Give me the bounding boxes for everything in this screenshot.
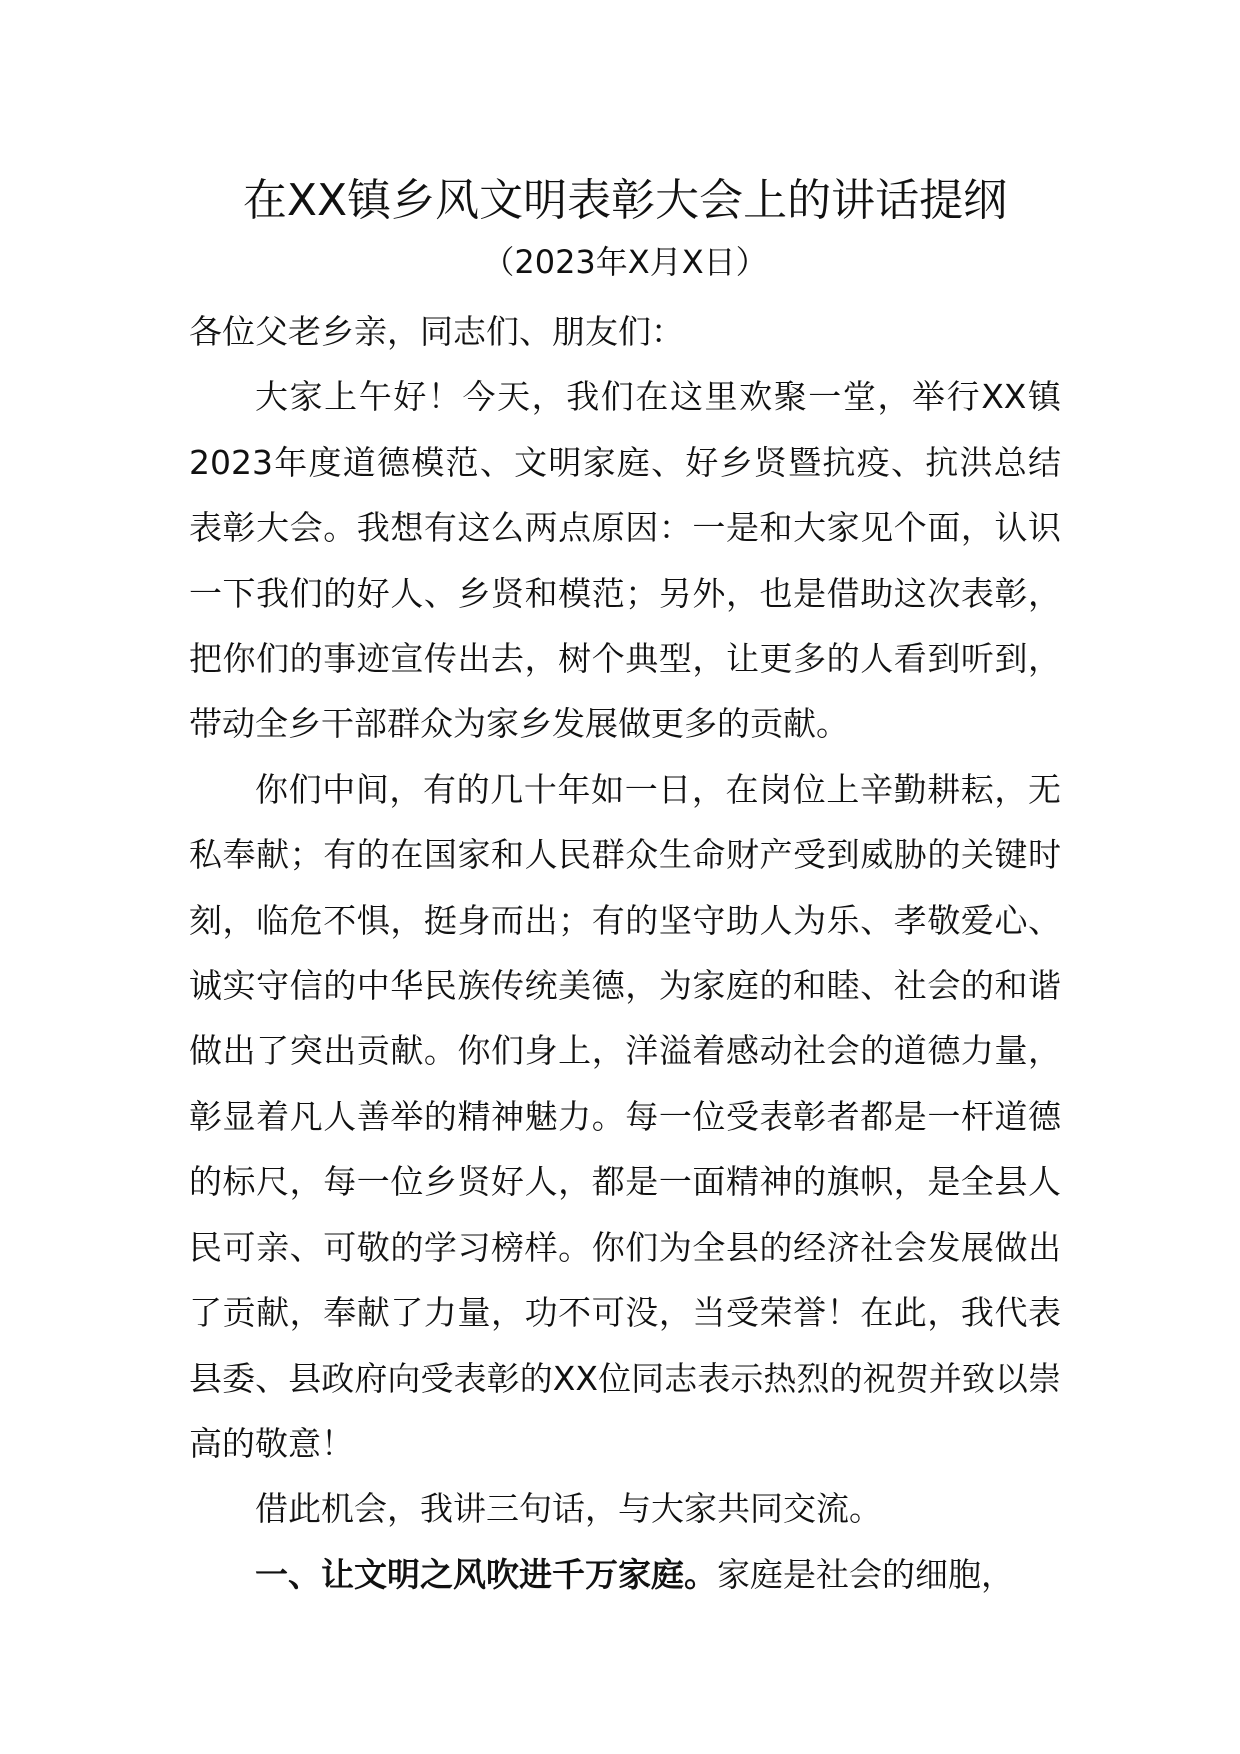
paragraph-greeting: 大家上午好！今天，我们在这里欢聚一堂，举行XX镇2023年度道德模范、文明家庭、好乡贤暨抗疫、抗洪总结表彰大会。我想有这么两点原因：一是和大家见个面，认识一下我们的好人、乡贤和模范；另外，也是借助这次表彰，把你们的事迹宣传出去，树个典型，让更多的人看到听到，带动全乡干部群众为家乡发展做更多的贡献。 — [189, 377, 1061, 744]
document-body — [189, 299, 1061, 1607]
salutation: 各位父老乡亲，同志们、朋友们： — [189, 312, 684, 351]
document-title: 在XX镇乡风文明表彰大会上的讲话提纲 — [242, 175, 1008, 226]
section-one-text: 家庭是社会的细胞， — [717, 1554, 1014, 1594]
paragraph-transition: 借此机会，我讲三句话，与大家共同交流。 — [255, 1489, 882, 1529]
section-one-heading: 一、让文明之风吹进千万家庭。 — [255, 1554, 717, 1594]
document-page — [189, 0, 1061, 1754]
section-one-paragraph — [189, 1542, 1061, 1607]
paragraph-honorees: 你们中间，有的几十年如一日，在岗位上辛勤耕耘，无私奉献；有的在国家和人民群众生命财产受到威胁的关键时刻，临危不惧，挺身而出；有的坚守助人为乐、孝敬爱心、诚实守信的中华民族传统美德，为家庭的和睦、社会的和谐做出了突出贡献。你们身上，洋溢着感动社会的道德力量，彰显着凡人善举的精神魅力。每一位受表彰者都是一杆道德的标尺，每一位乡贤好人，都是一面精神的旗帜，是全县人民可亲、可敬的学习榜样。你们为全县的经济社会发展做出了贡献，奉献了力量，功不可没，当受荣誉！在此，我代表县委、县政府向受表彰的XX位同志表示热烈的祝贺并致以崇高的敬意！ — [189, 769, 1061, 1463]
document-date: （2023年X月X日） — [482, 243, 768, 281]
